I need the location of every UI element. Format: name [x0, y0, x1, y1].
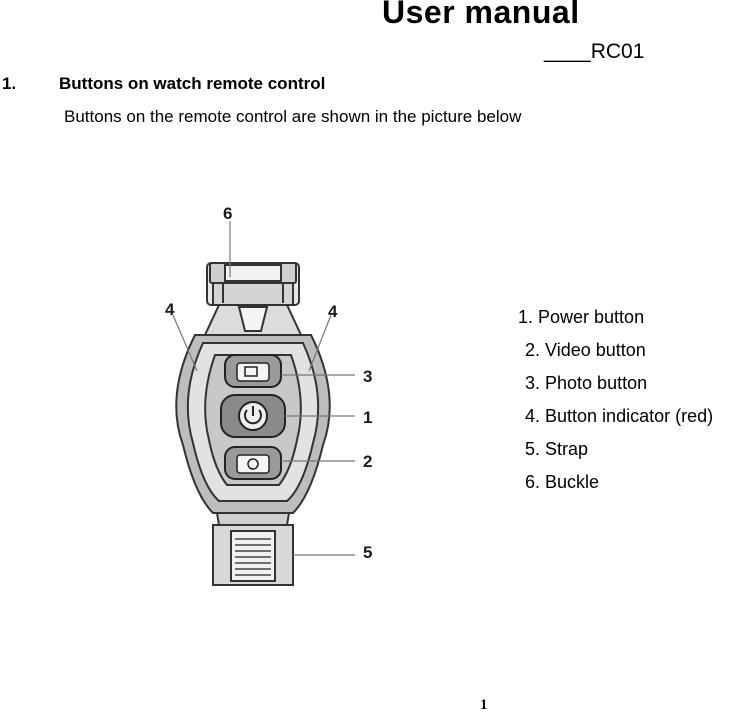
- callout-label: 1: [363, 408, 373, 427]
- parts-legend: [518, 306, 713, 504]
- callout-label: 4: [165, 300, 175, 319]
- legend-item: 6. Buckle: [525, 472, 600, 492]
- callout-label: 2: [363, 452, 373, 471]
- model-label: ____RC01: [544, 40, 645, 63]
- remote-control-figure: [155, 195, 395, 600]
- video-button-graphic: [225, 447, 281, 479]
- power-button-graphic: [221, 395, 285, 437]
- buckle: [210, 263, 296, 283]
- section-number: 1.: [2, 74, 17, 93]
- legend-item: 3. Photo button: [525, 373, 648, 393]
- legend-item: 2. Video button: [525, 340, 646, 360]
- photo-button-graphic: [225, 355, 281, 387]
- callout-label: 4: [328, 302, 338, 321]
- section-heading: Buttons on watch remote control: [59, 74, 326, 93]
- legend-item: 1. Power button: [518, 307, 645, 327]
- callout-label: 3: [363, 367, 373, 386]
- strap-neck: [205, 305, 301, 335]
- callout-label: 6: [223, 204, 233, 223]
- strap-bottom: [213, 513, 293, 585]
- page-number: 1: [480, 697, 488, 713]
- page-title: User manual: [382, 0, 580, 30]
- strap-ridges: [235, 539, 271, 575]
- legend-item: 5. Strap: [525, 439, 589, 459]
- legend-item: 4. Button indicator (red): [525, 406, 714, 426]
- section-intro: Buttons on the remote control are shown in the picture below: [64, 107, 522, 126]
- callout-label: 5: [363, 543, 373, 562]
- remote-control-illustration: [155, 195, 395, 600]
